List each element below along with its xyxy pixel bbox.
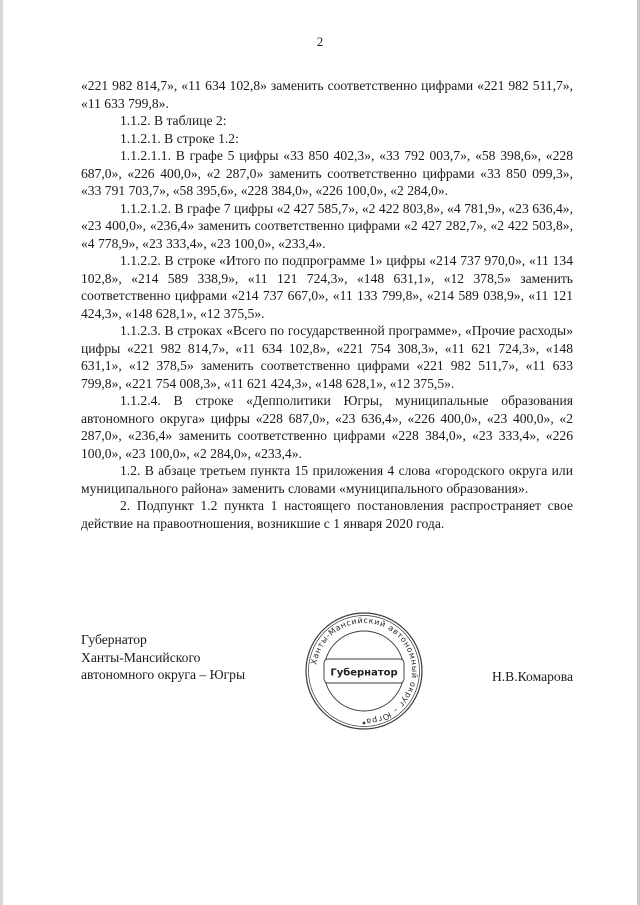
seal-ring-text: Ханты-Мансийский автономный округ – Югра: [309, 615, 420, 727]
signatory-title: [81, 631, 245, 684]
paragraph: 1.1.2.1.2. В графе 7 цифры «2 427 585,7», «2 422 803,8», «4 781,9», «23 636,4», «23 400,0», «236,4» заменить соответственно цифрами «2 427 282,7», «2 422 503,8», «4 778,9», «23 333,4», «23 100,0», «233,4».: [81, 200, 573, 251]
paragraph: 2. Подпункт 1.2 пункта 1 настоящего постановления распространяет свое действие на правоотношения, возникшие с 1 января 2020 года.: [81, 498, 573, 531]
paragraph: 1.1.2.4. В строке «Депполитики Югры, муниципальные образования автономного округа» цифры «228 687,0», «23 636,4», «226 400,0», «23 400,0», «2 287,0», «236,4» заменить соответственно цифрами «228 384,0», «23 333,4», «226 100,0», «23 100,0», «2 284,0», «233,4».: [81, 393, 573, 461]
document-body: [81, 77, 573, 532]
paragraph: 1.1.2. В таблице 2:: [120, 113, 227, 128]
paragraph: 1.1.2.2. В строке «Итого по подпрограмме 1» цифры «214 737 970,0», «11 134 102,8», «214 589 338,9», «11 121 724,3», «148 631,1», «12 378,5» заменить соответственно цифрами «214 737 667,0», «11 133 799,8», «214 589 038,9», «11 121 424,3», «148 628,1», «12 375,5».: [81, 253, 573, 321]
official-seal: [303, 610, 425, 732]
paragraph: 1.1.2.3. В строках «Всего по государственной программе», «Прочие расходы» цифры «221 982 814,7», «11 634 102,8», «221 754 308,3», «11 621 724,3», «148 631,1», «12 378,5» заменить соответственно цифрами «221 982 511,7», «11 633 799,8», «221 754 008,3», «11 621 424,3», «148 628,1», «12 375,5».: [81, 323, 573, 391]
scan-edge-left: [0, 0, 3, 905]
signatory-title-line: Ханты-Мансийского: [81, 649, 201, 665]
signatory-title-line: автономного округа – Югры: [81, 667, 246, 682]
paragraph: 1.1.2.1. В строке 1.2:: [120, 130, 239, 146]
seal-center-text: Губернатор: [330, 667, 398, 679]
signature-block: [81, 615, 573, 751]
paragraph: 1.2. В абзаце третьем пункта 15 приложения 4 слова «городского округа или муниципального района» заменить словами «муниципального образования».: [81, 463, 573, 496]
signatory-name: Н.В.Комарова: [491, 669, 573, 684]
paragraph: 1.1.2.1.1. В графе 5 цифры «33 850 402,3», «33 792 003,7», «58 398,6», «228 687,0», «226 400,0», «2 287,0» заменить соответственно цифрами «33 850 099,3», «33 791 703,7», «58 395,6», «228 384,0», «226 100,0», «2 284,0».: [81, 148, 573, 198]
page-number: 2: [316, 34, 324, 49]
paragraph: «221 982 814,7», «11 634 102,8» заменить соответственно цифрами «221 982 511,7», «11 633 799,8».: [81, 78, 573, 111]
signatory-title-line: Губернатор: [81, 632, 147, 647]
